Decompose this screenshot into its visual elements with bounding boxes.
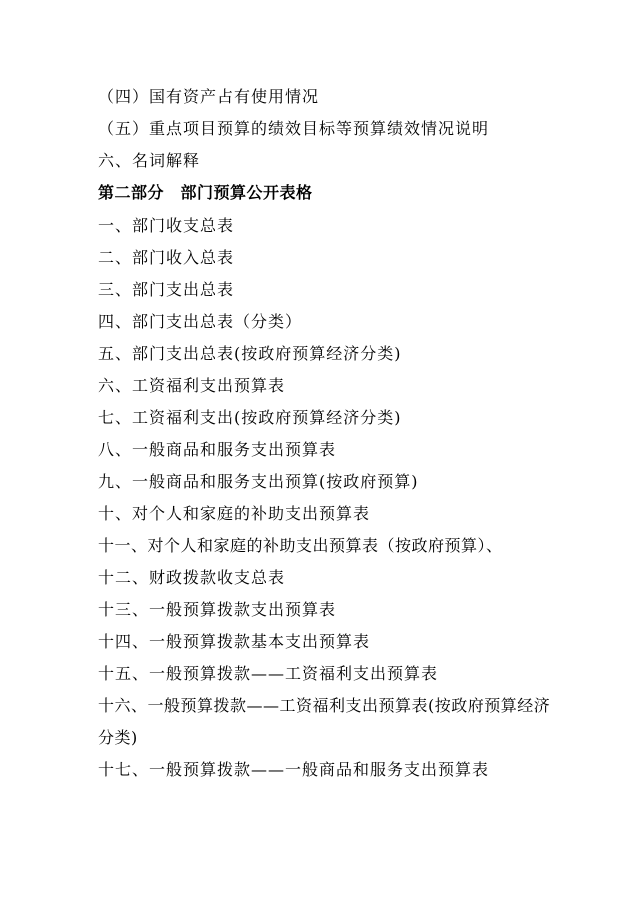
toc-line-8: 八、一般商品和服务支出预算表 [98,440,337,459]
toc-line-7: 七、工资福利支出(按政府预算经济分类) [98,408,402,427]
toc-line-17: 十七、一般预算拨款——一般商品和服务支出预算表 [98,760,490,779]
toc-line-3: 三、部门支出总表 [98,280,235,299]
toc-line-glossary: 六、名词解释 [98,151,201,170]
toc-line-14: 十四、一般预算拨款基本支出预算表 [98,632,371,651]
toc-line-13: 十三、一般预算拨款支出预算表 [98,600,337,619]
toc-line-16: 十六、一般预算拨款——工资福利支出预算表(按政府预算经济分类) [98,696,551,747]
toc-line-11: 十一、对个人和家庭的补助支出预算表（按政府预算）、 [98,536,503,555]
toc-line-2: 二、部门收入总表 [98,248,235,267]
toc-line-9: 九、一般商品和服务支出预算(按政府预算) [98,472,419,491]
section-heading-part-two: 第二部分 部门预算公开表格 [98,183,313,202]
toc-line-1: 一、部门收支总表 [98,216,235,235]
toc-line-6: 六、工资福利支出预算表 [98,376,286,395]
toc-line-10: 十、对个人和家庭的补助支出预算表 [98,504,371,523]
toc-line-5: 五、部门支出总表(按政府预算经济分类) [98,344,402,363]
toc-line-performance-goals: （五）重点项目预算的绩效目标等预算绩效情况说明 [98,119,490,138]
toc-line-12: 十二、财政拨款收支总表 [98,568,286,587]
toc-line-4: 四、部门支出总表（分类） [98,312,303,331]
toc-line-state-assets: （四）国有资产占有使用情况 [98,87,320,106]
toc-line-15: 十五、一般预算拨款——工资福利支出预算表 [98,664,439,683]
